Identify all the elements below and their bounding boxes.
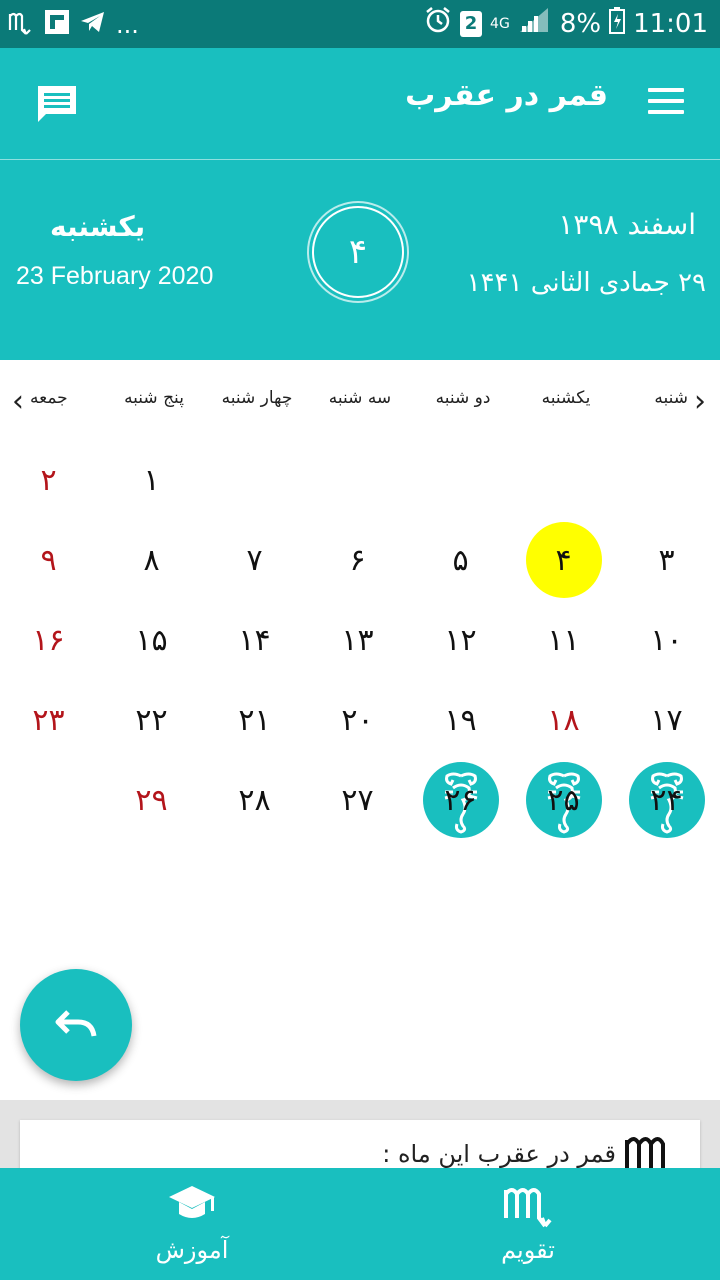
status-bar [0, 0, 720, 48]
weekday-label: دو شنبه [435, 388, 491, 408]
calendar-day[interactable]: ۱۳ [341, 622, 374, 658]
clock: 11:01 [633, 8, 708, 39]
menu-icon[interactable] [648, 88, 684, 118]
system-icons [424, 6, 708, 41]
calendar-day[interactable]: ۲۷ [341, 782, 374, 818]
calendar-day[interactable]: ۱ [143, 462, 160, 498]
calendar-day[interactable]: ۱۷ [650, 702, 683, 738]
calendar-day [203, 440, 306, 520]
tab-calendar-label: تقویم [501, 1236, 555, 1264]
telegram-icon [80, 10, 106, 40]
weekday-label: پنج شنبه [124, 388, 184, 408]
scorpio-day-marker [526, 762, 602, 838]
calendar-day[interactable]: ۲۸ [238, 782, 271, 818]
calendar-day[interactable]: ۸ [143, 542, 160, 578]
gregorian-date: 23 February 2020 [16, 262, 214, 290]
calendar-day [0, 760, 100, 840]
alarm-icon [424, 6, 452, 41]
weekday-label: چهار شنبه [221, 388, 293, 408]
scorpio-day-marker [629, 762, 705, 838]
calendar-day[interactable]: ۲۰ [341, 702, 374, 738]
return-today-button[interactable] [20, 969, 132, 1081]
weekday-label: یکشنبه [541, 388, 591, 408]
calendar-day [615, 440, 718, 520]
calendar-day[interactable]: ۲۱ [238, 702, 271, 738]
calendar-day[interactable]: ۱۱ [547, 622, 580, 658]
day-number: ۲۵ [547, 782, 580, 818]
weekday-label: سه شنبه [328, 388, 392, 408]
notification-icons [8, 8, 139, 42]
calendar-day[interactable] [512, 520, 615, 600]
app-bar [0, 48, 720, 160]
day-number: ۲۶ [444, 782, 477, 818]
calendar-day[interactable]: ۱۸ [547, 702, 580, 738]
calendar-day[interactable]: ۵ [452, 542, 469, 578]
tab-education[interactable] [92, 1168, 292, 1280]
weekday-label: جمعه [30, 388, 68, 408]
flipboard-icon [44, 9, 70, 41]
scorpio-day-marker [423, 762, 499, 838]
tab-calendar[interactable] [428, 1168, 628, 1280]
calendar-day[interactable]: ۱۴ [238, 622, 271, 658]
calendar-day[interactable] [615, 760, 718, 840]
calendar-day[interactable]: ۲ [40, 462, 57, 498]
day-number: ۴ [555, 542, 572, 578]
calendar-day[interactable]: ۲۲ [135, 702, 168, 738]
today-marker [526, 522, 602, 598]
calendar-grid [0, 440, 720, 840]
tab-education-label: آموزش [155, 1236, 229, 1264]
sim-badge: 2 [460, 11, 482, 37]
calendar-day [512, 440, 615, 520]
calendar-day[interactable]: ۳ [658, 542, 675, 578]
weekday-label: شنبه [654, 388, 688, 408]
app-title: قمر در عقرب [405, 78, 608, 113]
calendar-day[interactable]: ۱۵ [135, 622, 168, 658]
calendar-day[interactable]: ۶ [349, 542, 366, 578]
calendar-day[interactable]: ۱۹ [444, 702, 477, 738]
calendar-day[interactable]: ۷ [246, 542, 263, 578]
day-number: ۲۴ [650, 782, 683, 818]
message-icon[interactable] [36, 84, 78, 128]
bottom-navigation [0, 1168, 720, 1280]
graduation-cap-icon [167, 1182, 217, 1228]
date-header [0, 160, 720, 360]
signal-icon [518, 6, 552, 41]
weekday-header [0, 380, 720, 420]
card-title: قمر در عقرب این ماه : [382, 1140, 616, 1168]
more-notifications: ... [116, 11, 139, 39]
chevron-left-icon[interactable]: ‹ [12, 384, 24, 419]
calendar-day[interactable]: ۹ [40, 542, 57, 578]
battery-percent: 8% [559, 8, 602, 39]
scorpio-icon [502, 1182, 554, 1234]
calendar-day[interactable] [512, 760, 615, 840]
calendar-day [409, 440, 512, 520]
selected-weekday: یکشنبه [50, 210, 146, 243]
undo-icon [54, 1008, 98, 1042]
calendar-day[interactable]: ۲۳ [32, 702, 65, 738]
persian-date: اسفند ۱۳۹۸ [558, 208, 696, 241]
battery-icon [609, 6, 625, 41]
calendar-day [306, 440, 409, 520]
calendar-day[interactable]: ۱۰ [650, 622, 683, 658]
hijri-date: ۲۹ جمادی الثانی ۱۴۴۱ [466, 268, 706, 298]
network-type: 4G [490, 15, 510, 32]
calendar-day[interactable]: ۲۹ [135, 782, 168, 818]
calendar-day[interactable]: ۱۲ [444, 622, 477, 658]
selected-day-badge: ۴ [312, 206, 404, 298]
calendar-day[interactable] [409, 760, 512, 840]
calendar-day[interactable]: ۱۶ [32, 622, 65, 658]
chevron-right-icon[interactable]: › [694, 384, 706, 419]
scorpio-icon [8, 8, 34, 42]
